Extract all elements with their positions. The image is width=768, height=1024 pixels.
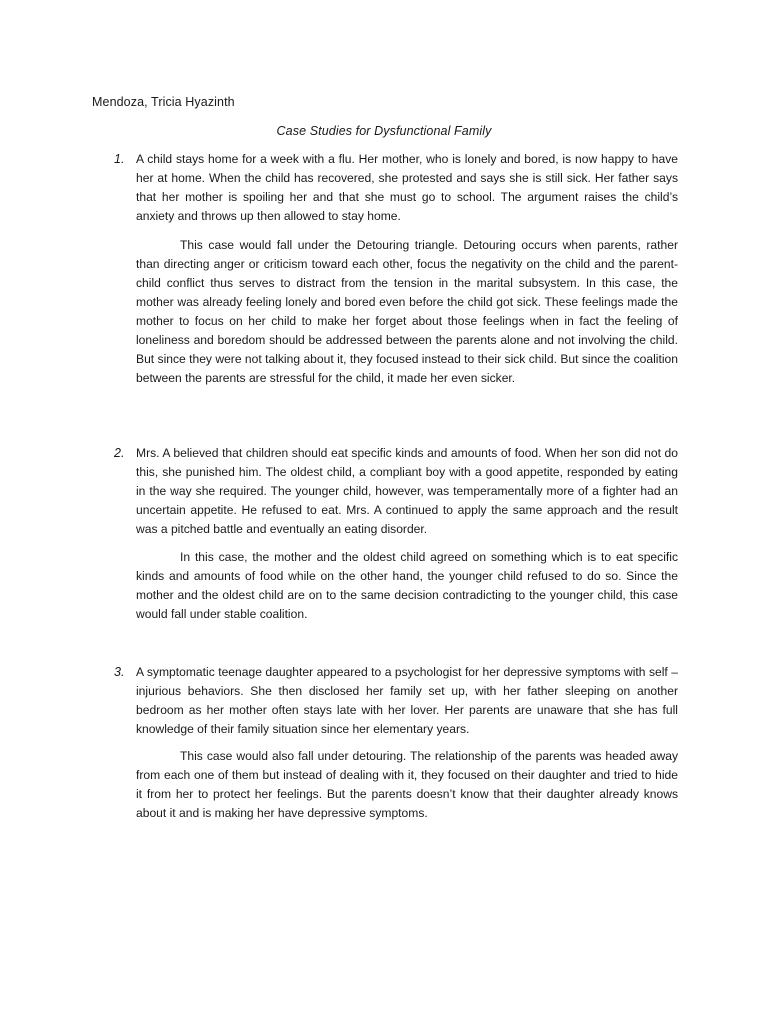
author-name: Mendoza, Tricia Hyazinth — [92, 95, 235, 109]
document-title: Case Studies for Dysfunctional Family — [276, 124, 492, 138]
case-1-scenario: A child stays home for a week with a flu. Her mother, who is lonely and bored, is now happy to have her at home. When the child has recovered, she protested and says she is still sick. Her father says that her mother is spoiling her and that she must go to school. The argument raises the child’s anxiety and throws up then allowed to stay home. — [136, 152, 678, 223]
case-2-number: 2. — [114, 446, 125, 460]
case-3-number: 3. — [114, 665, 125, 679]
case-2-analysis: In this case, the mother and the oldest child agreed on something which is to eat specific kinds and amounts of food while on the other hand, the younger child refused to do so. Since the mother and the oldest child are on to the same decision contradicting to the younger child, this case would fall under stable coalition. — [136, 550, 678, 621]
case-1-number: 1. — [114, 152, 125, 166]
case-3-scenario: A symptomatic teenage daughter appeared to a psychologist for her depressive symptoms with self – injurious behaviors. She then disclosed her family set up, with her father sleeping on another bedroom as her mother often stays late with her lover. Her parents are unaware that she has full knowledge of their family situation since her elementary years. — [136, 665, 678, 736]
case-3-analysis: This case would also fall under detouring. The relationship of the parents was headed away from each one of them but instead of dealing with it, they focused on their daughter and tried to hide it from her to protect her feelings. But the parents doesn’t know that their daughter already knows about it and is making her have depressive symptoms. — [136, 749, 678, 820]
case-2-scenario: Mrs. A believed that children should eat specific kinds and amounts of food. When her son did not do this, she punished him. The oldest child, a compliant boy with a good appetite, responded by eating in the way she required. The younger child, however, was temperamentally more of a fighter had an uncertain appetite. He refused to eat. Mrs. A continued to apply the same approach and the result was a pitched battle and eventually an eating disorder. — [136, 446, 678, 536]
case-1-analysis: This case would fall under the Detouring triangle. Detouring occurs when parents, rather than directing anger or criticism toward each other, focus the negativity on the child and the parent-child conflict thus serves to distract from the tension in the marital subsystem. In this case, the mother was already feeling lonely and bored even before the child got sick. These feelings made the mother to focus on her child to make her forget about those feelings when in fact the feeling of loneliness and boredom should be addressed between the parents alone and not involving the child. But since they were not talking about it, they focused instead to their sick child. But since the coalition between the parents are stressful for the child, it made her even sicker. — [136, 238, 678, 385]
